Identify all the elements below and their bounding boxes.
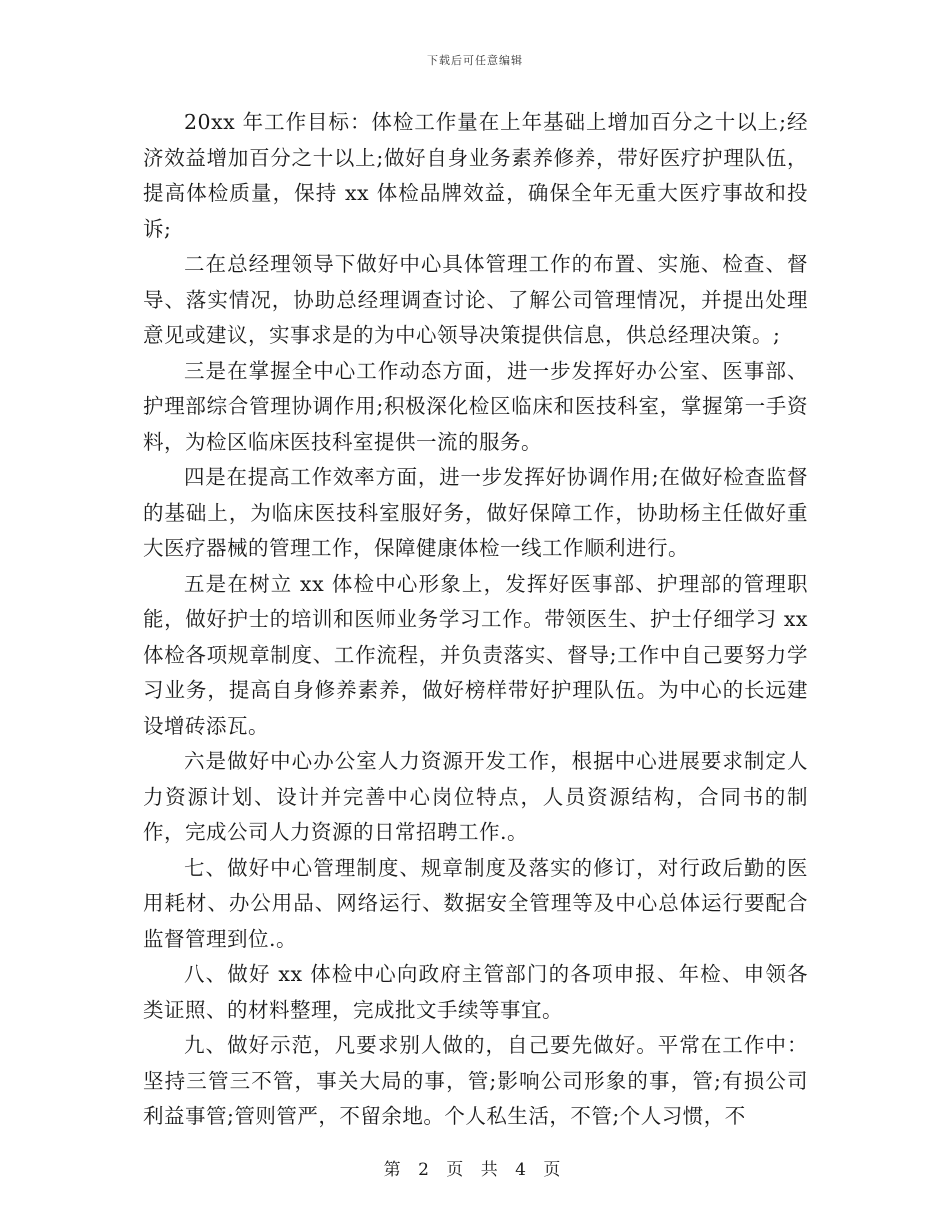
paragraph-item-7: 七、做好中心管理制度、规章制度及落实的修订，对行政后勤的医用耗材、办公用品、网络运行、数据安全管理等及中心总体运行要配合监督管理到位.。 bbox=[143, 855, 808, 951]
page-header: 下载后可任意编辑 bbox=[427, 54, 523, 67]
paragraph-item-6: 六是做好中心办公室人力资源开发工作，根据中心进展要求制定人力资源计划、设计并完善中心岗位特点，人员资源结构，合同书的制作，完成公司人力资源的日常招聘工作.。 bbox=[143, 749, 808, 844]
paragraph-item-4: 四是在提高工作效率方面，进一步发挥好协调作用;在做好检查监督的基础上，为临床医技科室服好务，做好保障工作，协助杨主任做好重大医疗器械的管理工作，保障健康体检一线工作顺利进行。 bbox=[143, 465, 808, 560]
paragraph-item-5: 五是在树立 xx 体检中心形象上，发挥好医事部、护理部的管理职能，做好护士的培训和医师业务学习工作。带领医生、护士仔细学习 xx 体检各项规章制度、工作流程，并负责落实、督导;工作中自己要努力学习业务，提高自身修养素养，做好榜样带好护理队伍。为中心的长远建设增砖添瓦。 bbox=[143, 571, 808, 738]
paragraph-item-8: 八、做好 xx 体检中心向政府主管部门的各项申报、年检、申领各类证照、的材料整理，完成批文手续等事宜。 bbox=[143, 962, 808, 1022]
document-body bbox=[143, 105, 808, 1135]
page-number-footer: 第 2 页 共 4 页 bbox=[383, 1160, 567, 1180]
paragraph-goal: 20xx 年工作目标：体检工作量在上年基础上增加百分之十以上;经济效益增加百分之十以上;做好自身业务素养修养，带好医疗护理队伍，提高体检质量，保持 xx 体检品牌效益，确保全年无重大医疗事故和投诉; bbox=[143, 110, 808, 241]
paragraph-item-3: 三是在掌握全中心工作动态方面，进一步发挥好办公室、医事部、护理部综合管理协调作用;积极深化检区临床和医技科室，掌握第一手资料，为检区临床医技科室提供一流的服务。 bbox=[143, 358, 808, 454]
paragraph-item-2: 二在总经理领导下做好中心具体管理工作的布置、实施、检查、督导、落实情况，协助总经理调查讨论、了解公司管理情况，并提出处理意见或建议，实事求是的为中心领导决策提供信息，供总经理决策。; bbox=[143, 252, 808, 347]
paragraph-item-9: 九、做好示范，凡要求别人做的，自己要先做好。平常在工作中：坚持三管三不管，事关大局的事，管;影响公司形象的事，管;有损公司利益事管;管则管严，不留余地。个人私生活，不管;个人习惯，不 bbox=[143, 1033, 808, 1128]
